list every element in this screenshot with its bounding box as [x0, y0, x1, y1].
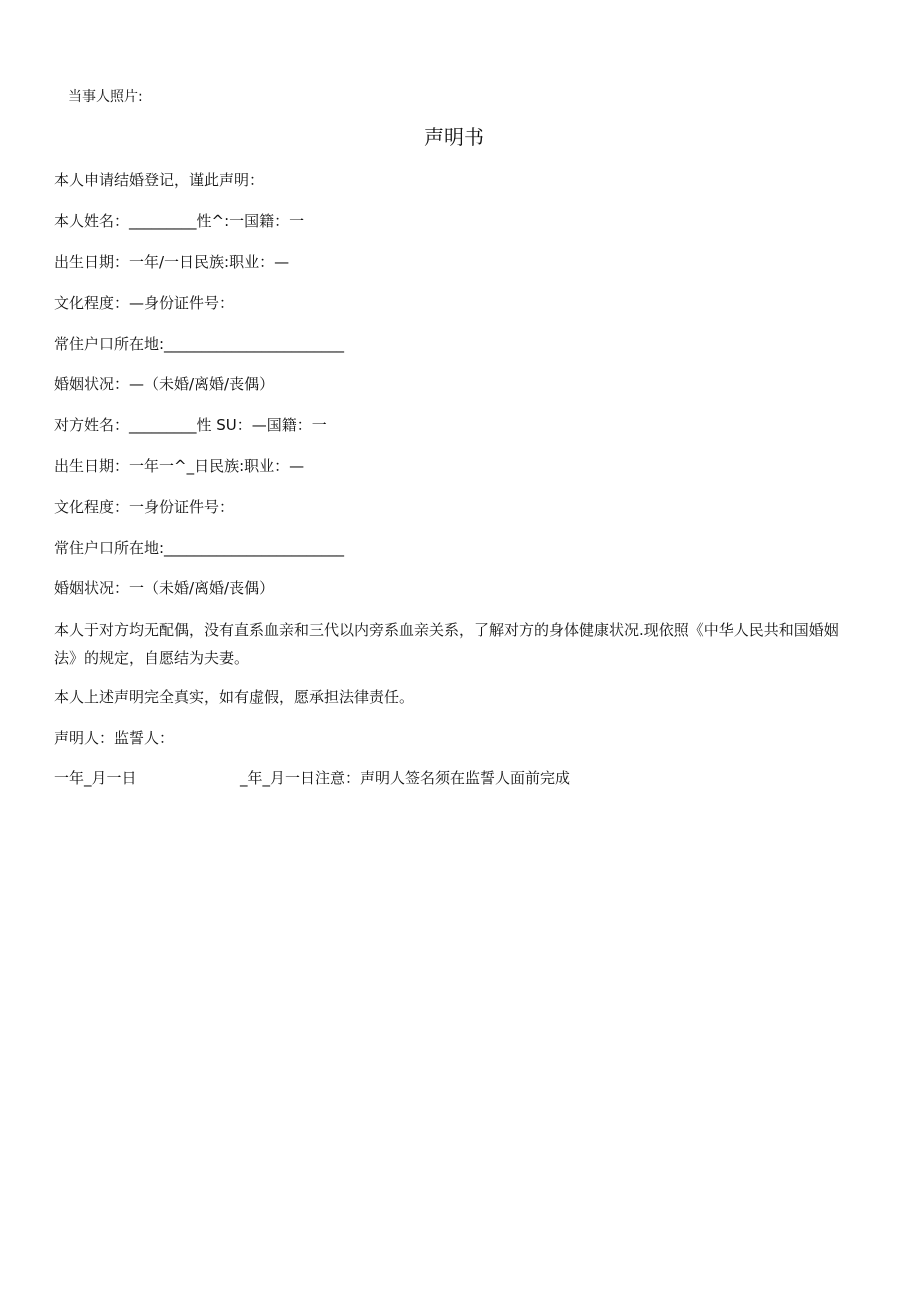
document-title: 声明书	[424, 125, 484, 149]
truth-statement: 本人上述声明完全真实，如有虚假，愿承担法律责任。	[54, 688, 415, 706]
date-line-left: 一年_月一日	[54, 769, 137, 787]
photo-label: 当事人照片:	[68, 89, 143, 105]
signers-line: 声明人：监誓人：	[54, 729, 175, 747]
self-marital-line: 婚姻状况：—（未婚/离婚/丧偶）	[54, 375, 275, 393]
intro-line: 本人申请结婚登记，谨此声明：	[54, 171, 265, 189]
other-education-line: 文化程度：一身份证件号：	[54, 498, 235, 516]
self-name-line: 本人姓名：_________性^:一国籍：一	[54, 212, 305, 230]
date-line-right-note: _年_月一日注意：声明人签名须在监誓人面前完成	[240, 769, 571, 787]
other-marital-line: 婚姻状况：一（未婚/离婚/丧偶）	[54, 579, 275, 597]
other-name-line: 对方姓名：_________性 SU：—国籍：一	[54, 416, 327, 434]
self-birth-line: 出生日期：一年/一日民族:职业：—	[54, 253, 290, 271]
other-birth-line: 出生日期：一年一^_日民族:职业：—	[54, 457, 305, 475]
self-education-line: 文化程度：—身份证件号：	[54, 294, 235, 312]
self-residence-line: 常住户口所在地:________________________	[54, 335, 345, 353]
declaration-paragraph: 本人于对方均无配偶，没有直系血亲和三代以内旁系血亲关系，了解对方的身体健康状况.现依照《中华人民共和国婚姻法》的规定，自愿结为夫妻。	[54, 621, 839, 667]
other-residence-line: 常住户口所在地:________________________	[54, 539, 345, 557]
